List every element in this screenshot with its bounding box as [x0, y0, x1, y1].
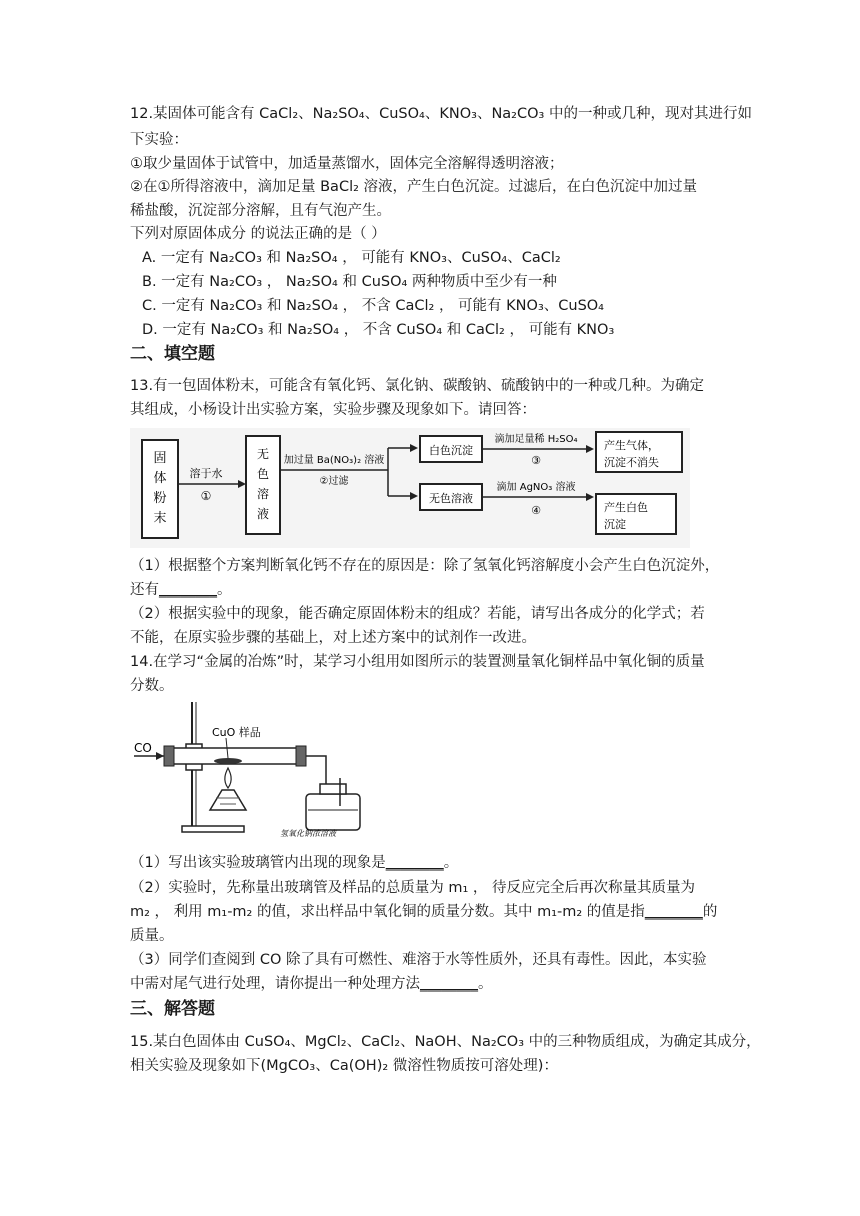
- alcohol-lamp: [210, 790, 246, 810]
- text-fragment: 还有: [130, 582, 159, 598]
- q14-part3a: （3）同学们查阅到 CO 除了具有可燃性、难溶于水等性质外，还具有毒性。因此，本实验: [130, 952, 707, 968]
- answer-blank: ________: [644, 904, 703, 920]
- flow-text: 滴加 AgNO₃ 溶液: [496, 482, 576, 493]
- q13-line2: 其组成，小杨设计出实验方案，实验步骤及现象如下。请回答：: [130, 402, 536, 418]
- flow-text: 沉淀: [604, 518, 626, 531]
- flow-text: 末: [153, 511, 167, 526]
- q12-option-d: D. 一定有 Na₂CO₃ 和 Na₂SO₄ ， 不含 CuSO₄ 和 CaCl₂ ， 可能有 KNO₃: [142, 322, 615, 338]
- q13-part2b: 不能，在原实验步骤的基础上，对上述方案中的试剂作一改进。: [130, 630, 536, 646]
- q13-part1a: （1）根据整个方案判断氧化钙不存在的原因是：除了氢氧化钙溶解度小会产生白色沉淀外，: [130, 558, 720, 574]
- q14-part2a: （2）实验时，先称量出玻璃管及样品的总质量为 m₁ ， 待反应完全后再次称量其质量为: [130, 880, 695, 896]
- q12-option-b: B. 一定有 Na₂CO₃ ， Na₂SO₄ 和 CuSO₄ 两种物质中至少有一种: [142, 274, 557, 290]
- q14-part3b: [130, 974, 493, 994]
- q12-question: 下列对原固体成分 的说法正确的是（ ）: [130, 226, 386, 242]
- stand-base: [182, 826, 244, 832]
- text-fragment: 。: [478, 976, 493, 992]
- flow-text: ②过滤: [319, 476, 349, 487]
- q12-option-c: C. 一定有 Na₂CO₃ 和 Na₂SO₄ ， 不含 CaCl₂ ， 可能有 KNO₃、CuSO₄: [142, 298, 604, 314]
- flow-text: 产生白色: [604, 501, 648, 514]
- sample-label: CuO 样品: [212, 726, 261, 739]
- q14-part2d: 质量。: [130, 928, 174, 944]
- text-fragment: m₂ ， 利用 m₁-m₂ 的值，求出样品中氧化铜的质量分数。其中 m₁-m₂ 的值是指: [130, 904, 645, 920]
- flow-text: 体: [153, 471, 167, 486]
- flow-text: 无色溶液: [429, 492, 473, 505]
- q14-part2b: [130, 902, 717, 922]
- flow-text: 固: [153, 451, 167, 466]
- flow-text: 液: [256, 507, 270, 521]
- text-fragment: （1）写出该实验玻璃管内出现的现象是: [130, 855, 386, 871]
- q12-option-a: A. 一定有 Na₂CO₃ 和 Na₂SO₄ ， 可能有 KNO₃、CuSO₄、CaCl₂: [142, 250, 561, 266]
- q12-line1: 12.某固体可能含有 CaCl₂、Na₂SO₄、CuSO₄、KNO₃、Na₂CO₃ 中的一种或几种，现对其进行如: [130, 106, 752, 122]
- flow-text: 滴加足量稀 H₂SO₄: [494, 434, 578, 445]
- q13-flowchart: [130, 428, 690, 548]
- bottle-neck: [320, 784, 346, 794]
- q12-step1: ①取少量固体于试管中，加适量蒸馏水，固体完全溶解得透明溶液；: [130, 156, 564, 172]
- flow-text: 沉淀不消失: [604, 456, 659, 469]
- flow-text: 产生气体，: [604, 439, 659, 452]
- text-fragment: 中需对尾气进行处理，请你提出一种处理方法: [130, 976, 420, 992]
- q15-line2: 相关实验及现象如下(MgCO₃、Ca(OH)₂ 微溶性物质按可溶处理)：: [130, 1058, 558, 1074]
- text-fragment: 。: [217, 582, 232, 598]
- q12-line2: 下实验：: [130, 132, 188, 148]
- q14-line1: 14.在学习“金属的冶炼”时，某学习小组用如图所示的装置测量氧化铜样品中氧化铜的质量: [130, 654, 705, 670]
- flow-text: 白色沉淀: [429, 444, 473, 457]
- answer-blank: ________: [159, 582, 217, 598]
- answer-blank: ________: [420, 976, 478, 992]
- q14-part1: [130, 853, 458, 873]
- flow-text: 色: [256, 467, 270, 481]
- answer-blank: ________: [385, 855, 444, 871]
- q14-apparatus-figure: [130, 698, 370, 840]
- flow-text: ④: [531, 504, 541, 517]
- q12-step2a: ②在①所得溶液中，滴加足量 BaCl₂ 溶液，产生白色沉淀。过滤后，在白色沉淀中加过量: [130, 179, 698, 195]
- arrowhead: [156, 752, 164, 760]
- flow-text: ①: [200, 489, 212, 503]
- flow-text: 无: [256, 447, 270, 461]
- flame: [225, 768, 231, 788]
- flow-text: 溶: [256, 487, 270, 501]
- stopper-left: [164, 746, 174, 766]
- stopper-right: [296, 746, 306, 766]
- wash-bottle: [306, 794, 360, 830]
- cuo-sample: [214, 758, 242, 764]
- q15-line1: 15.某白色固体由 CuSO₄、MgCl₂、CaCl₂、NaOH、Na₂CO₃ 中的三种物质组成，为确定其成分，: [130, 1034, 761, 1050]
- flow-text: ③: [531, 454, 541, 467]
- text-fragment: 。: [443, 855, 459, 871]
- bottle-label: 氢氧化钠浓溶液: [280, 829, 336, 838]
- text-fragment: 的: [702, 904, 718, 920]
- q12-step2b: 稀盐酸，沉淀部分溶解，且有气泡产生。: [130, 203, 391, 219]
- q13-part2a: （2）根据实验中的现象，能否确定原固体粉末的组成？若能，请写出各成分的化学式；若: [130, 606, 705, 622]
- q13-line1: 13.有一包固体粉末，可能含有氧化钙、氯化钠、碳酸钠、硫酸钠中的一种或几种。为确定: [130, 378, 705, 394]
- flow-text: 加过量 Ba(NO₃)₂ 溶液: [283, 455, 385, 466]
- co-label: CO: [134, 741, 152, 755]
- flow-text: 溶于水: [189, 467, 223, 480]
- section-heading-fill: 二、填空题: [130, 344, 215, 364]
- q13-part1b: [130, 580, 232, 600]
- q14-line2: 分数。: [130, 678, 174, 694]
- section-heading-answer: 三、解答题: [130, 999, 215, 1019]
- flow-text: 粉: [153, 491, 167, 506]
